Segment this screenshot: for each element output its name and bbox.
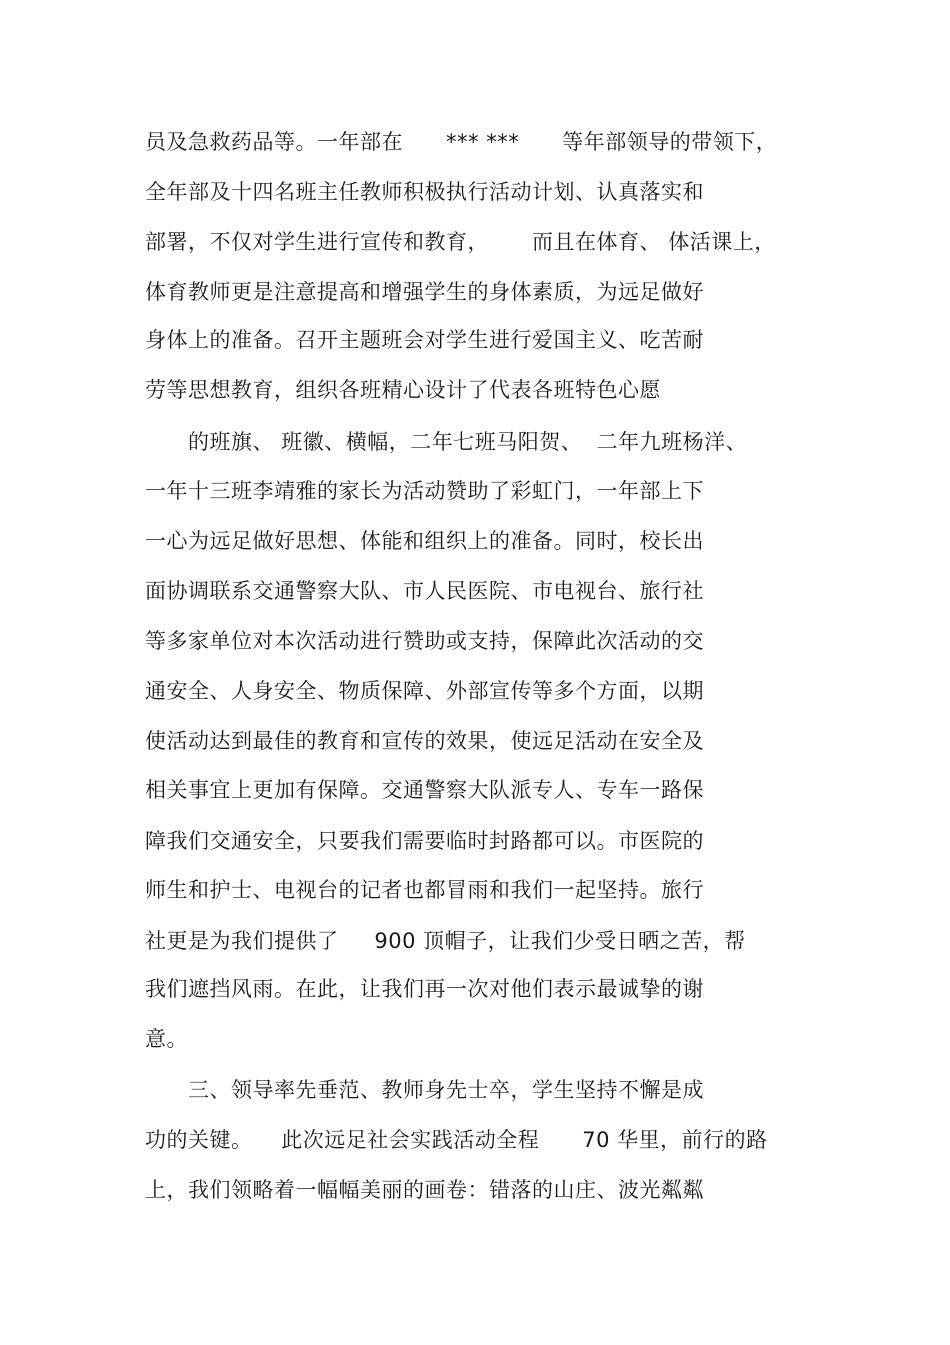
text-line: 障我们交通安全，只要我们需要临时封路都可以。市医院的 <box>145 829 704 853</box>
text-line: 一心为远足做好思想、体能和组织上的准备。同时，校长出 <box>145 529 704 553</box>
text-line: 的班旗、 班徽、横幅，二年七班马阳贺、 二年九班杨洋、 <box>145 430 748 454</box>
text-line: 体育教师更是注意提高和增强学生的身体素质，为远足做好 <box>145 280 704 304</box>
text-line: 我们遮挡风雨。在此，让我们再一次对他们表示最诚挚的谢 <box>145 977 704 1001</box>
text-line: 相关事宜上更加有保障。交通警察大队派专人、专车一路保 <box>145 778 704 802</box>
text-line: 意。 <box>145 1027 188 1051</box>
text-line: 师生和护士、电视台的记者也都冒雨和我们一起坚持。旅行 <box>145 878 704 902</box>
text-line: 社更是为我们提供了 900 顶帽子，让我们少受日晒之苦，帮 <box>145 929 746 953</box>
text-line: 部署，不仅对学生进行宣传和教育， 而且在体育、 体活课上， <box>145 230 776 254</box>
text-line: 功的关键。 此次远足社会实践活动全程 70 华里，前行的路 <box>145 1128 768 1152</box>
text-line: 面协调联系交通警察大队、市人民医院、市电视台、旅行社 <box>145 579 704 603</box>
text-line: 三、领导率先垂范、教师身先士卒，学生坚持不懈是成 <box>145 1078 705 1102</box>
text-line: 劳等思想教育，组织各班精心设计了代表各班特色心愿 <box>145 378 661 402</box>
text-line: 员及急救药品等。一年部在 *** *** 等年部领导的带领下， <box>145 130 778 154</box>
text-line: 全年部及十四名班主任教师积极执行活动计划、认真落实和 <box>145 180 704 204</box>
text-line: 等多家单位对本次活动进行赞助或支持，保障此次活动的交 <box>145 629 704 653</box>
text-line: 上，我们领略着一幅幅美丽的画卷：错落的山庄、波光粼粼 <box>145 1178 704 1202</box>
text-line: 一年十三班李靖雅的家长为活动赞助了彩虹门，一年部上下 <box>145 479 704 503</box>
text-line: 身体上的准备。召开主题班会对学生进行爱国主义、吃苦耐 <box>145 328 704 352</box>
text-line: 通安全、人身安全、物质保障、外部宣传等多个方面，以期 <box>145 679 704 703</box>
text-line: 使活动达到最佳的教育和宣传的效果，使远足活动在安全及 <box>145 729 704 753</box>
